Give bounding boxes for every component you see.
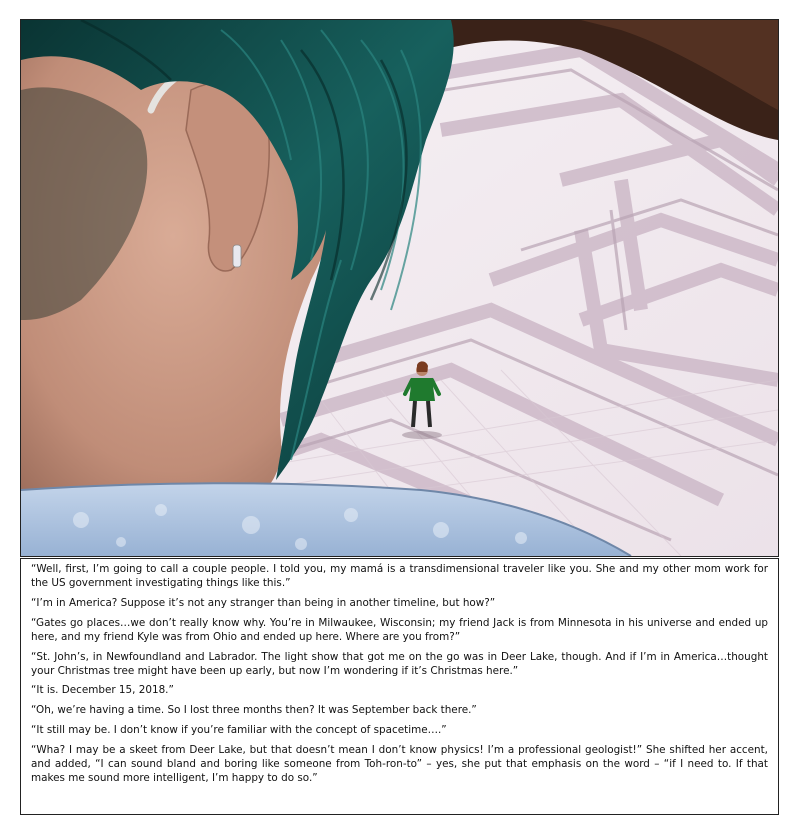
- caption-box: [20, 558, 779, 815]
- earring-icon: [233, 245, 241, 267]
- caption-paragraph-4: “St. John’s, in Newfoundland and Labrador. The light show that got me on the go was in Deer Lake, though. And if I’m in America…thought your Christmas tree might have been up early, but now I’m wondering if it’s Christmas here.”: [31, 650, 768, 677]
- caption-paragraph-6: “Oh, we’re having a time. So I lost three months then? It was September back there.”: [31, 704, 477, 717]
- caption-paragraph-3: “Gates go places…we don’t really know why. You’re in Milwaukee, Wisconsin; my friend Jack is from Minnesota in his universe and ended up here, and my friend Kyle was from Ohio and ended up here. Where are you from?”: [31, 616, 768, 643]
- caption-paragraph-1: “Well, first, I’m going to call a couple people. I told you, my mamá is a transdimensional traveler like you. She and my other mom work for the US government investigating things like this.”: [31, 563, 768, 590]
- comic-panel: [20, 19, 779, 557]
- caption-paragraph-8: “Wha? I may be a skeet from Deer Lake, but that doesn’t mean I don’t know physics! I’m a professional geologist!” She shifted her accent, and added, “I can sound bland and boring like someone from Toh-ron-to” – yes, she put that emphasis on the word – “if I need to. If that makes me sound more intelligent, I’m happy to do so.”: [31, 743, 768, 784]
- caption-paragraph-7: “It still may be. I don’t know if you’re familiar with the concept of spacetime….”: [31, 723, 447, 736]
- caption-paragraph-5: “It is. December 15, 2018.”: [31, 684, 174, 697]
- caption-paragraph-2: “I’m in America? Suppose it’s not any stranger than being in another timeline, but how?”: [31, 596, 496, 609]
- panel-illustration: [21, 20, 778, 556]
